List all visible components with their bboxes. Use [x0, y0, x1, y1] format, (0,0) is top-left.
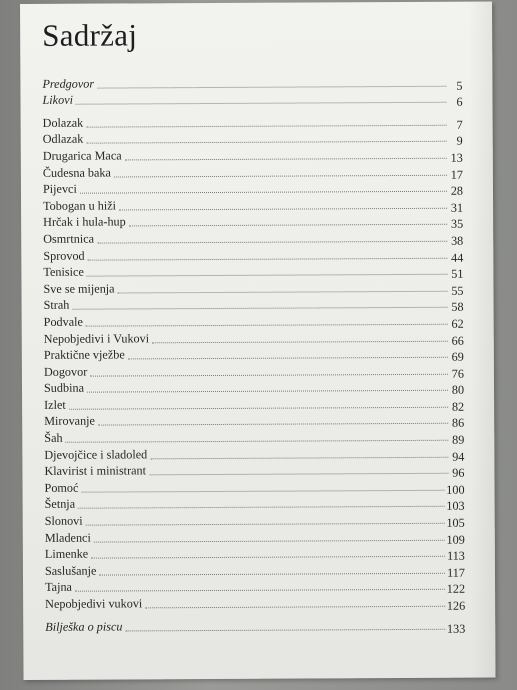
- toc-entry-page-number: 13: [450, 150, 463, 165]
- toc-entry-page-number: 58: [451, 299, 464, 315]
- toc-entry-title: Pijevci: [42, 181, 77, 197]
- toc-entry: [45, 592, 465, 611]
- toc-entry-title: Sudbina: [43, 380, 85, 396]
- dot-leader: [119, 207, 447, 211]
- toc-entry-page-number: 122: [446, 582, 466, 597]
- toc-entry-page-number: 86: [451, 416, 465, 431]
- dot-leader: [98, 422, 448, 426]
- dot-leader: [128, 356, 448, 360]
- toc-entry-page-number: 80: [451, 382, 465, 398]
- dot-leader: [97, 84, 446, 88]
- toc-entry-title: Drugarica Maca: [42, 148, 122, 163]
- toc-entry-title: Dogovor: [43, 364, 88, 379]
- toc-entry-title: Tajna: [45, 580, 72, 595]
- toc-entry-title: Dolazak: [42, 115, 84, 130]
- toc-entry-page-number: 76: [451, 366, 464, 381]
- dot-leader: [149, 472, 448, 476]
- toc-entry-title: Nepobjedivi vukovi: [45, 596, 143, 611]
- dot-leader: [99, 572, 445, 576]
- dot-leader: [94, 538, 445, 542]
- toc-entry-title: Sve se mijenja: [43, 281, 115, 296]
- toc-entry-page-number: 103: [446, 499, 465, 514]
- toc-entry-title: Predgovor: [42, 76, 95, 91]
- dot-leader: [125, 157, 447, 161]
- toc-entry-page-number: 44: [451, 250, 464, 265]
- dot-leader: [76, 101, 447, 105]
- toc-entry-title: Bilješka o piscu: [45, 619, 123, 634]
- toc-entry-page-number: 55: [451, 283, 464, 298]
- toc-entry-title: Tenisice: [43, 264, 84, 280]
- toc-entry-title: Tobogan u hiži: [43, 198, 117, 213]
- toc-entry-title: Limenke: [44, 546, 89, 562]
- dot-leader: [150, 455, 448, 459]
- toc-entry-page-number: 126: [446, 598, 466, 613]
- toc-entry-page-number: 105: [446, 515, 465, 530]
- dot-leader: [97, 240, 447, 244]
- toc-entry-page-number: 35: [450, 217, 464, 232]
- dot-leader: [91, 555, 445, 559]
- page-shadow: [468, 2, 496, 678]
- toc-entry-page-number: 89: [452, 432, 465, 447]
- toc-entry-title: Strah: [43, 298, 70, 313]
- toc-entry-page-number: 109: [446, 532, 465, 547]
- toc-entry-page-number: 113: [447, 548, 465, 563]
- toc-entry-title: Klavirist i ministrant: [44, 463, 147, 479]
- dot-leader: [145, 605, 445, 609]
- dot-leader: [125, 627, 445, 631]
- dot-leader: [114, 173, 447, 177]
- toc-entry-page-number: 94: [452, 449, 465, 464]
- toc-entry-title: Pomoć: [44, 480, 79, 495]
- toc-entry-page-number: 17: [450, 167, 463, 182]
- toc-entry-page-number: 5: [456, 78, 463, 93]
- toc-entry-title: Hrčak i hula-hup: [43, 214, 126, 230]
- toc-entry-title: Nepobjedivi i Vukovi: [43, 330, 150, 346]
- toc-entry-page-number: 7: [456, 117, 463, 132]
- dot-leader: [129, 223, 447, 227]
- dot-leader: [118, 289, 448, 293]
- toc-entry-title: Podvale: [43, 314, 83, 329]
- table-of-contents: [42, 72, 465, 634]
- book-page: [20, 2, 496, 680]
- toc-entry-title: Slonovi: [44, 513, 83, 528]
- toc-entry-title: Likovi: [42, 92, 74, 108]
- toc-entry-title: Čudesna baka: [42, 165, 111, 180]
- toc-entry-page-number: 31: [450, 200, 464, 215]
- toc-entry-title: Šah: [44, 430, 63, 445]
- toc-entry-page-number: 82: [451, 399, 465, 414]
- toc-entry-page-number: 9: [456, 134, 463, 149]
- toc-entry-page-number: 96: [452, 465, 465, 480]
- toc-entry-title: Odlazak: [42, 132, 84, 147]
- toc-entry-title: Saslušanje: [44, 563, 97, 578]
- toc-entry-title: Praktične vježbe: [43, 347, 125, 362]
- toc-entry-title: Mirovanje: [44, 414, 96, 429]
- dot-leader: [152, 339, 448, 343]
- toc-entry-page-number: 133: [446, 621, 466, 636]
- toc-entry-page-number: 100: [446, 482, 465, 497]
- page-title: Sadržaj: [42, 17, 138, 53]
- toc-entry-title: Mladenci: [44, 530, 91, 545]
- toc-entry-page-number: 51: [451, 266, 464, 281]
- toc-entry-page-number: 6: [456, 94, 463, 109]
- toc-entry-title: Izlet: [44, 397, 66, 412]
- toc-entry: [42, 88, 462, 107]
- toc-entry-page-number: 38: [451, 233, 464, 248]
- toc-entry-page-number: 66: [451, 333, 464, 348]
- toc-entry-page-number: 117: [447, 565, 466, 580]
- toc-entry-page-number: 69: [451, 349, 464, 364]
- toc-entry-title: Sprovod: [43, 248, 85, 263]
- toc-entry: [45, 615, 465, 634]
- toc-entry-page-number: 62: [451, 316, 464, 331]
- toc-entry-title: Djevojčice i sladoled: [44, 446, 148, 462]
- toc-entry-title: Osmrtnica: [43, 231, 95, 246]
- toc-entry-title: Šetnja: [44, 497, 76, 512]
- toc-entry-page-number: 28: [450, 183, 464, 198]
